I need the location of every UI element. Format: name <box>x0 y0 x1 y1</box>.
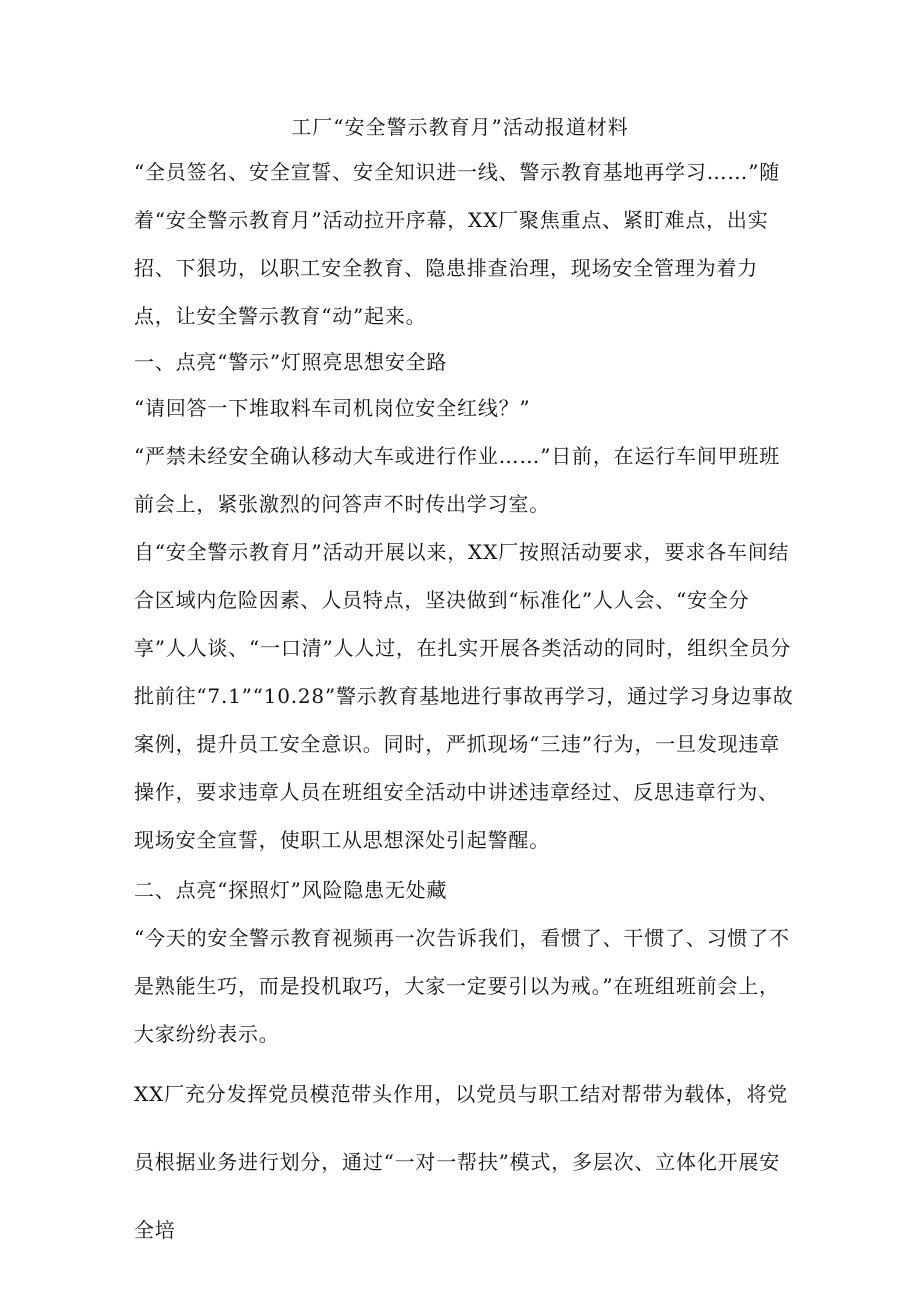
paragraph-intro: “全员签名、安全宣誓、安全知识进一线、警示教育基地再学习……”随着“安全警示教育月”活动拉开序幕，XX厂聚焦重点、紧盯难点，出实招、下狠功，以职工安全教育、隐患排查治理，现场安全管理为着力点，让安全警示教育“动”起来。 <box>134 160 781 328</box>
paragraph-question: “请回答一下堆取料车司机岗位安全红线？” <box>134 396 531 420</box>
paragraph-activities: 自“安全警示教育月”活动开展以来，XX厂按照活动要求，要求各车间结合区域内危险因素、人员特点，坚决做到“标准化”人人会、“安全分享”人人谈、“一口清”人人过，在扎实开展各类活动的同时，组织全员分批前往“7.1”“10.28”警示教育基地进行事故再学习，通过学习身边事故案例，提升员工安全意识。同时，严抓现场“三违”行为，一旦发现违章操作，要求违章人员在班组安全活动中讲述违章经过、反思违章行为、现场安全宣誓，使职工从思想深处引起警醒。 <box>134 540 794 852</box>
paragraph-answer: “严禁未经安全确认移动大车或进行作业……”日前，在运行车间甲班班前会上，紧张激烈的问答声不时传出学习室。 <box>134 444 781 516</box>
document-title: 工厂“安全警示教育月”活动报道材料 <box>291 115 629 139</box>
paragraph-party-members: XX厂充分发挥党员模范带头作用，以党员与职工结对帮带为载体，将党员根据业务进行划分，通过“一对一帮扶”模式，多层次、立体化开展安全培 <box>134 1082 789 1242</box>
paragraph-quote: “今天的安全警示教育视频再一次告诉我们，看惯了、干惯了、习惯了不是熟能生巧，而是投机取巧，大家一定要引以为戒。”在班组班前会上，大家纷纷表示。 <box>134 926 790 1046</box>
section-heading-2: 二、点亮“探照灯”风险隐患无处藏 <box>134 878 448 902</box>
section-heading-1: 一、点亮“警示”灯照亮思想安全路 <box>134 350 448 374</box>
